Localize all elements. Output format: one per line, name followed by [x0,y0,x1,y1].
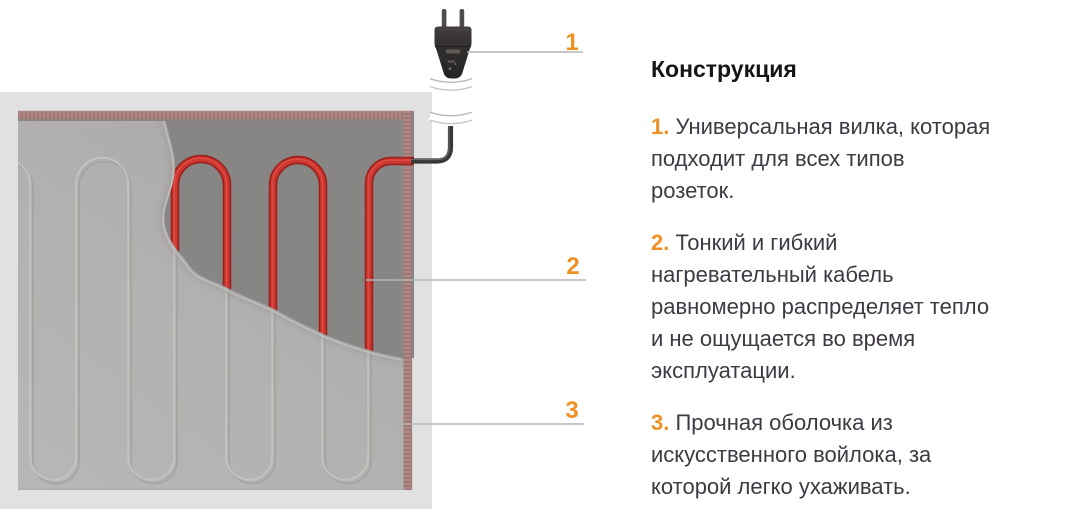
cable-break-mark-upper [430,79,472,90]
construction-panel [651,56,1055,523]
callout-number-2: 2 [566,253,580,280]
item-line [651,227,1055,259]
item-line: и не ощущается во время [651,325,916,351]
power-plug-icon [435,9,472,79]
item-line: искусственного войлока, за [651,441,932,467]
item-number: 2. [651,229,670,255]
item-line [651,407,1055,439]
item-line [651,111,1055,143]
item-line: которой легко ухаживать. [651,473,911,499]
item-text: Универсальная вилка, которая [675,113,991,139]
panel-title: Конструкция [651,56,797,82]
item-line: эксплуатации. [651,357,796,383]
item-line: розеток. [651,177,735,203]
callout-number-3: 3 [565,397,579,424]
item-text: Прочная оболочка из [675,409,893,435]
item-line: нагревательный кабель [651,261,894,287]
item-number: 1. [651,113,670,139]
construction-item-2 [651,227,1055,387]
power-cord [411,126,451,161]
cable-break-mark-lower [430,112,472,123]
item-line: равномерно распределяет тепло [651,293,990,319]
item-text: Тонкий и гибкий [675,229,838,255]
felt-layer [0,111,416,491]
item-line: подходит для всех типов [651,145,905,171]
item-number: 3. [651,409,670,435]
callout-number-1: 1 [565,29,579,56]
construction-item-3 [651,407,1055,503]
construction-item-1 [651,111,1055,207]
